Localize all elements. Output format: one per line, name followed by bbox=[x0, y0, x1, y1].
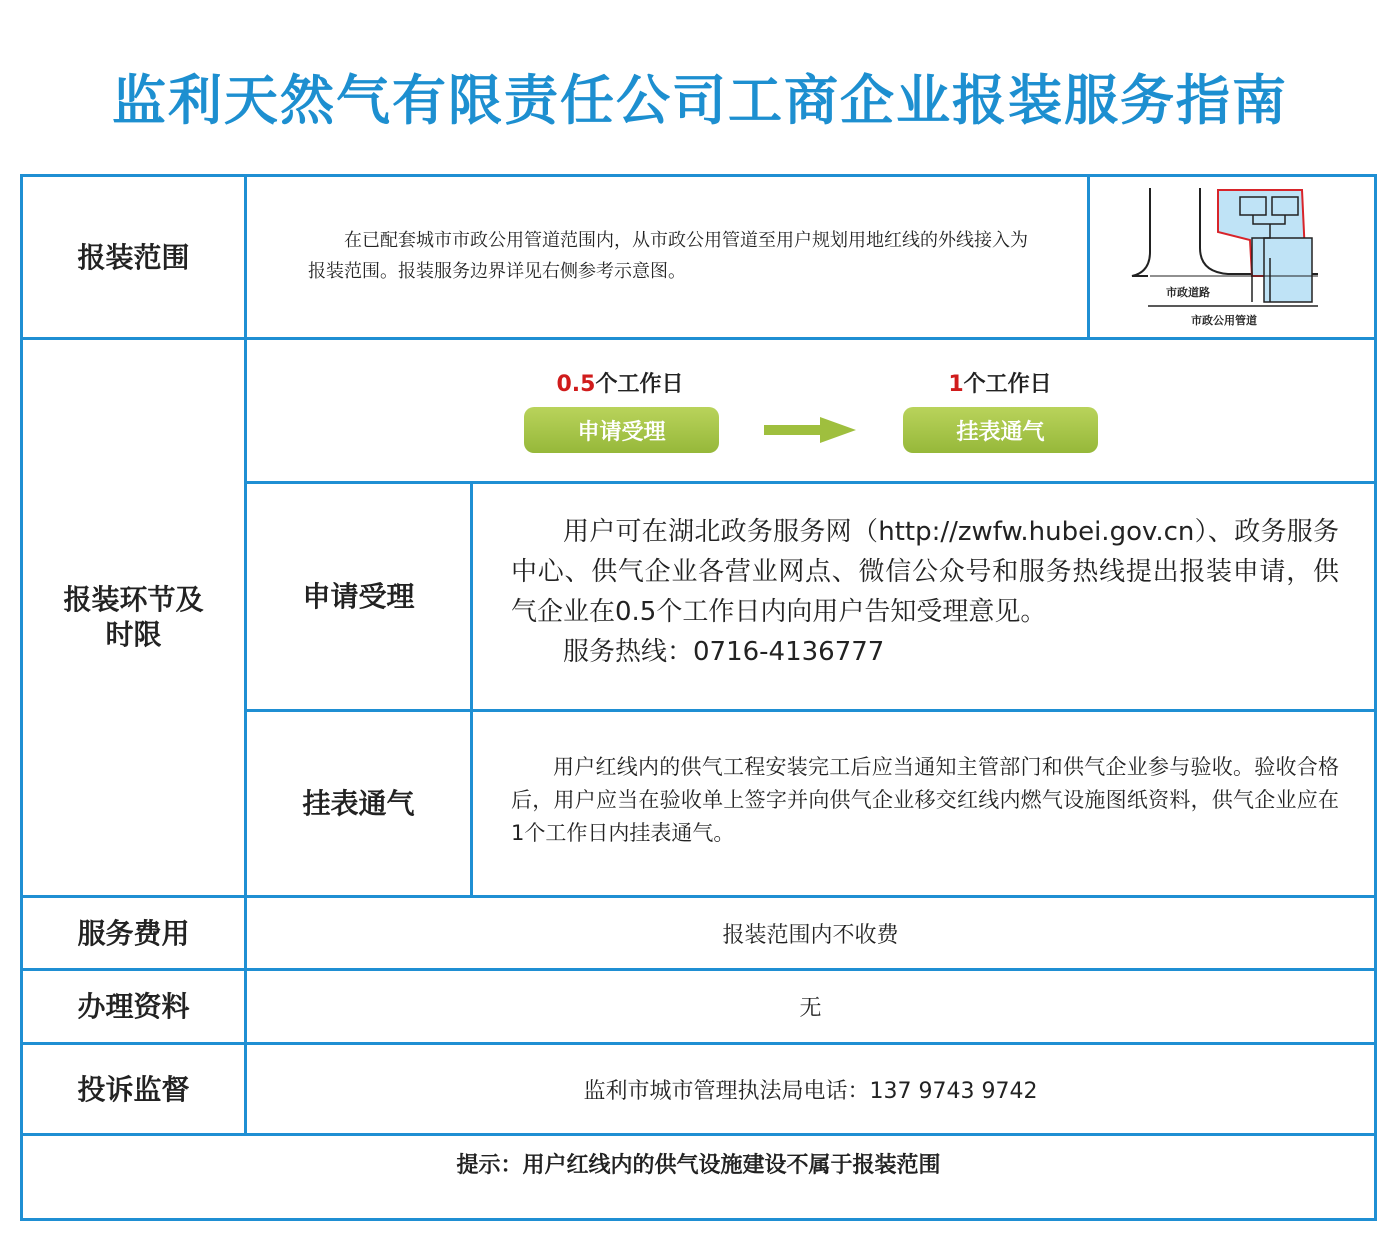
complaint-label: 投诉监督 bbox=[77, 1072, 190, 1106]
step1-days-number: 0.5 bbox=[556, 372, 596, 397]
building-a bbox=[1264, 238, 1312, 302]
step2-days-number: 1 bbox=[948, 372, 964, 397]
install-text-body: 用户红线内的供气工程安装完工后应当通知主管部门和供气企业参与验收。验收合格后，用户应当在验收单上签字并向供气企业移交红线内燃气设施图纸资料，供气企业应在1个工作日内挂表通气。 bbox=[511, 755, 1339, 845]
materials-text: 无 bbox=[799, 996, 822, 1021]
fee-label: 服务费用 bbox=[77, 916, 190, 950]
step1-pill: 申请受理 bbox=[524, 407, 719, 453]
row-divider bbox=[23, 1133, 1374, 1136]
scope-label: 报装范围 bbox=[77, 240, 190, 274]
road-left-curve bbox=[1132, 188, 1150, 276]
page-title: 监利天然气有限责任公司工商企业报装服务指南 bbox=[112, 69, 1288, 132]
scope-text bbox=[308, 225, 1028, 287]
apply-label: 申请受理 bbox=[302, 580, 415, 613]
process-label bbox=[23, 339, 244, 895]
step1-days bbox=[520, 367, 720, 398]
apply-text bbox=[511, 512, 1339, 672]
install-text bbox=[511, 751, 1339, 850]
pipe-label: 市政公用管道 bbox=[1191, 314, 1257, 327]
column-divider bbox=[470, 483, 473, 897]
step2-days bbox=[900, 367, 1100, 398]
column-divider bbox=[1087, 177, 1090, 339]
flow-arrow-icon bbox=[764, 415, 858, 445]
scope-boundary-diagram bbox=[1092, 180, 1372, 335]
process-label-text: 报装环节及时限 bbox=[63, 583, 204, 651]
road-label: 市政道路 bbox=[1166, 286, 1210, 299]
apply-text-body: 用户可在湖北政务服务网（http://zwfw.hubei.gov.cn）、政务服务中心、供气企业各营业网点、微信公众号和服务热线提出报装申请，供气企业在0.5个工作日内向用户告知受理意见。 bbox=[511, 517, 1339, 627]
scope-text-body: 在已配套城市市政公用管道范围内，从市政公用管道至用户规划用地红线的外线接入为报装范围。报装服务边界详见右侧参考示意图。 bbox=[308, 230, 1028, 282]
step2-days-suffix: 个工作日 bbox=[963, 372, 1052, 397]
step1-days-suffix: 个工作日 bbox=[595, 372, 684, 397]
complaint-text: 监利市城市管理执法局电话：137 9743 9742 bbox=[583, 1078, 1038, 1104]
step2-pill: 挂表通气 bbox=[903, 407, 1098, 453]
tip-text: 提示：用户红线内的供气设施建设不属于报装范围 bbox=[456, 1153, 941, 1178]
materials-label: 办理资料 bbox=[77, 990, 190, 1023]
install-label: 挂表通气 bbox=[302, 787, 415, 820]
apply-hotline: 服务热线：0716-4136777 bbox=[563, 637, 885, 667]
fee-text: 报装范围内不收费 bbox=[722, 922, 899, 948]
